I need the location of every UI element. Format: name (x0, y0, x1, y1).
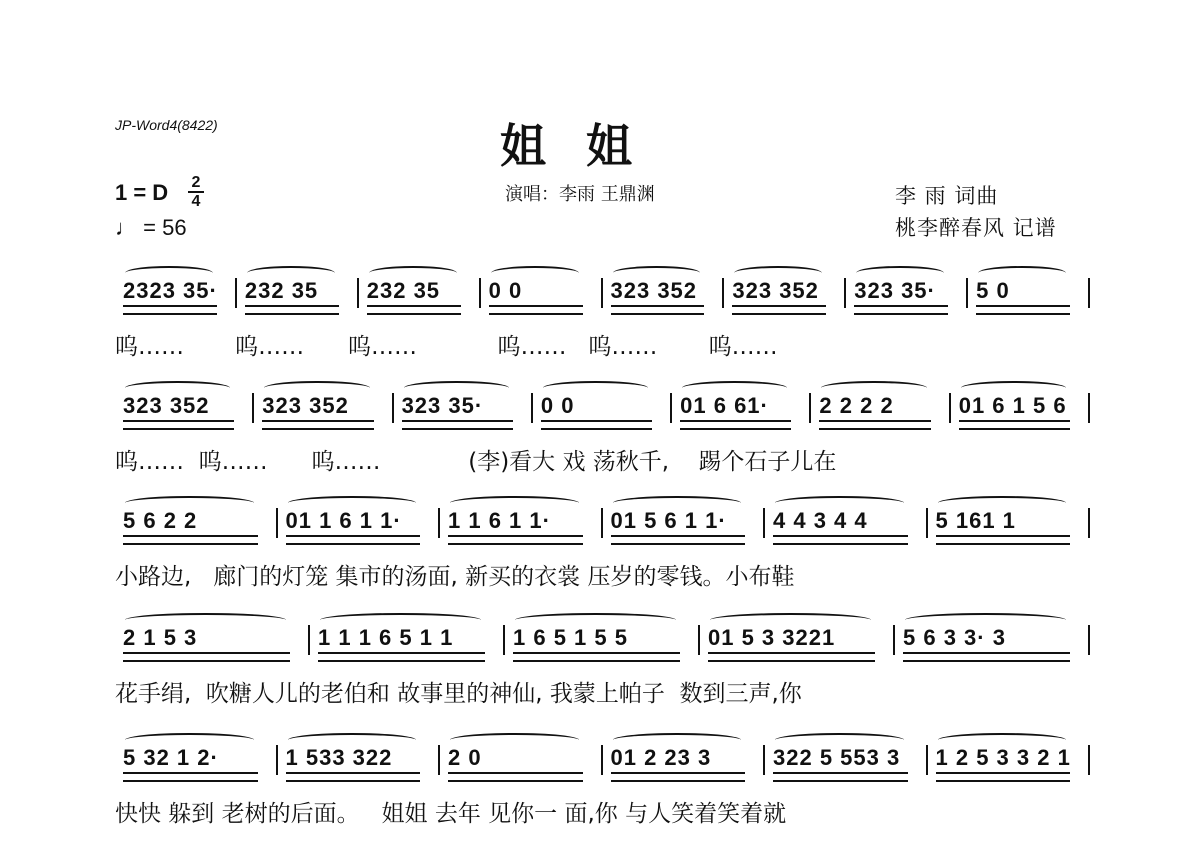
beam-underline (286, 772, 421, 782)
barline (722, 278, 724, 308)
measure-notes: 323 35· (401, 393, 484, 418)
beam-underline (732, 305, 826, 315)
measure-notes: 01 5 3 3221 (708, 625, 836, 650)
barline (276, 508, 278, 538)
tempo-marking (115, 215, 187, 241)
slur (450, 733, 579, 747)
slur (125, 266, 213, 280)
beam-underline (262, 420, 373, 430)
measure-notes: 1 2 5 3 3 2 1 (935, 745, 1071, 770)
beam-underline (123, 652, 290, 662)
beam-underline (123, 420, 234, 430)
beam-underline (123, 535, 258, 545)
beam-underline (367, 305, 461, 315)
beam-underline (489, 305, 583, 315)
barline (252, 393, 254, 423)
slur (613, 266, 701, 280)
slur (734, 266, 822, 280)
key-signature: 1 = D (115, 180, 169, 205)
barline (1088, 745, 1090, 775)
transcriber-credit: 桃李醉春风 记谱 (895, 216, 1057, 240)
beam-underline (959, 420, 1070, 430)
software-label: JP-Word4(8422) (115, 117, 218, 133)
beam-underline (680, 420, 791, 430)
measure-notes: 01 2 23 3 (610, 745, 712, 770)
song-title: 姐姐 (500, 119, 672, 173)
barline (438, 745, 440, 775)
measure-notes: 1 1 6 1 1· (448, 508, 551, 533)
slur (404, 381, 509, 395)
slur (247, 266, 335, 280)
lyrics-line: 呜…… 呜…… 呜…… 呜…… 呜…… 呜…… (115, 334, 778, 360)
barline (763, 745, 765, 775)
measure-notes: 4 4 3 4 4 (773, 508, 868, 533)
slur (961, 381, 1066, 395)
time-signature (186, 174, 206, 210)
measure-notes: 1 1 1 6 5 1 1 (318, 625, 454, 650)
barline (503, 625, 505, 655)
score-system (115, 625, 1090, 735)
measure-notes: 1 533 322 (285, 745, 393, 770)
measure-notes: 232 35 (366, 278, 441, 303)
measure-notes: 1 6 5 1 5 5 (513, 625, 628, 650)
slur (543, 381, 648, 395)
barline (1088, 278, 1090, 308)
beam-underline (773, 772, 908, 782)
measure-notes: 0 0 (540, 393, 575, 418)
slur (320, 613, 481, 627)
beam-underline (448, 772, 583, 782)
measure-notes: 232 35 (244, 278, 319, 303)
slur (125, 613, 286, 627)
measure-notes: 5 6 3 3· 3 (903, 625, 1006, 650)
slur (682, 381, 787, 395)
slur (938, 496, 1067, 510)
barline (926, 745, 928, 775)
measure-notes: 2 0 (448, 745, 482, 770)
beam-underline (708, 652, 875, 662)
beam-underline (819, 420, 930, 430)
barline (949, 393, 951, 423)
slur (613, 496, 742, 510)
slur (905, 613, 1066, 627)
measure-notes: 5 161 1 (935, 508, 1016, 533)
score-system (115, 393, 1090, 503)
measure-notes: 323 352 (610, 278, 698, 303)
slur (125, 733, 254, 747)
meter-bottom: 4 (191, 193, 201, 210)
beam-underline (611, 535, 746, 545)
slur (938, 733, 1067, 747)
tempo-value: = 56 (143, 215, 187, 240)
lyrics-line: 小路边, 廊门的灯笼 集市的汤面, 新买的衣裳 压岁的零钱。小布鞋 (115, 564, 795, 590)
score-system (115, 508, 1090, 618)
meter-top: 2 (191, 174, 201, 191)
measure-notes: 5 6 2 2 (123, 508, 198, 533)
barline (1088, 393, 1090, 423)
beam-underline (245, 305, 339, 315)
barline (531, 393, 533, 423)
singers-credit: 演唱：李雨 王鼎渊 (505, 184, 655, 205)
beam-underline (123, 772, 258, 782)
measure-notes: 5 0 (976, 278, 1010, 303)
measure-notes: 2 2 2 2 (819, 393, 894, 418)
slur (710, 613, 871, 627)
barline (893, 625, 895, 655)
slur (125, 496, 254, 510)
slur (515, 613, 676, 627)
beam-underline (123, 305, 217, 315)
slur (978, 266, 1066, 280)
barline (763, 508, 765, 538)
barline (438, 508, 440, 538)
slur (125, 381, 230, 395)
barline (357, 278, 359, 308)
measure-notes: 323 352 (123, 393, 210, 418)
measure-notes: 5 32 1 2· (123, 745, 219, 770)
beam-underline (402, 420, 513, 430)
beam-underline (773, 535, 908, 545)
measure-notes: 01 6 1 5 6 (958, 393, 1067, 418)
barline (844, 278, 846, 308)
barline (235, 278, 237, 308)
measure-notes: 01 5 6 1 1· (610, 508, 727, 533)
lyrics-line: 呜…… 呜…… 呜…… (李)看大 戏 荡秋千, 踢个石子儿在 (115, 449, 837, 475)
barline (670, 393, 672, 423)
barline (308, 625, 310, 655)
beam-underline (448, 535, 583, 545)
barline (392, 393, 394, 423)
beam-underline (976, 305, 1070, 315)
slur (450, 496, 579, 510)
slur (613, 733, 742, 747)
beam-underline (611, 772, 746, 782)
score-system (115, 745, 1090, 855)
beam-underline (936, 772, 1071, 782)
slur (491, 266, 579, 280)
beam-underline (541, 420, 652, 430)
slur (821, 381, 926, 395)
barline (926, 508, 928, 538)
beam-underline (513, 652, 680, 662)
measure-notes: 01 1 6 1 1· (285, 508, 402, 533)
barline (601, 278, 603, 308)
beam-underline (854, 305, 948, 315)
beam-underline (286, 535, 421, 545)
measure-notes: 323 352 (732, 278, 819, 303)
slur (775, 496, 904, 510)
score-system (115, 278, 1090, 388)
barline (809, 393, 811, 423)
slur (288, 733, 417, 747)
barline (1088, 508, 1090, 538)
barline (276, 745, 278, 775)
measure-notes: 2 1 5 3 (123, 625, 198, 650)
barline (698, 625, 700, 655)
beam-underline (936, 535, 1071, 545)
beam-underline (903, 652, 1070, 662)
composer-credit: 李 雨 词曲 (895, 184, 999, 208)
barline (479, 278, 481, 308)
slur (369, 266, 457, 280)
measure-notes: 323 352 (262, 393, 349, 418)
quarter-note-icon: ♩ (115, 215, 137, 240)
slur (288, 496, 417, 510)
lyrics-line: 花手绢, 吹糖人儿的老伯和 故事里的神仙, 我蒙上帕子 数到三声,你 (115, 681, 802, 707)
measure-notes: 322 5 553 3 (773, 745, 901, 770)
slur (264, 381, 369, 395)
slur (856, 266, 944, 280)
slur (775, 733, 904, 747)
beam-underline (611, 305, 705, 315)
beam-underline (318, 652, 485, 662)
lyrics-line: 快快 躲到 老树的后面。 姐姐 去年 见你一 面,你 与人笑着笑着就 (115, 801, 787, 827)
barline (966, 278, 968, 308)
barline (601, 745, 603, 775)
measure-notes: 01 6 61· (680, 393, 769, 418)
barline (601, 508, 603, 538)
measure-notes: 323 35· (854, 278, 936, 303)
barline (1088, 625, 1090, 655)
measure-notes: 0 0 (488, 278, 523, 303)
measure-notes: 2323 35· (123, 278, 218, 303)
